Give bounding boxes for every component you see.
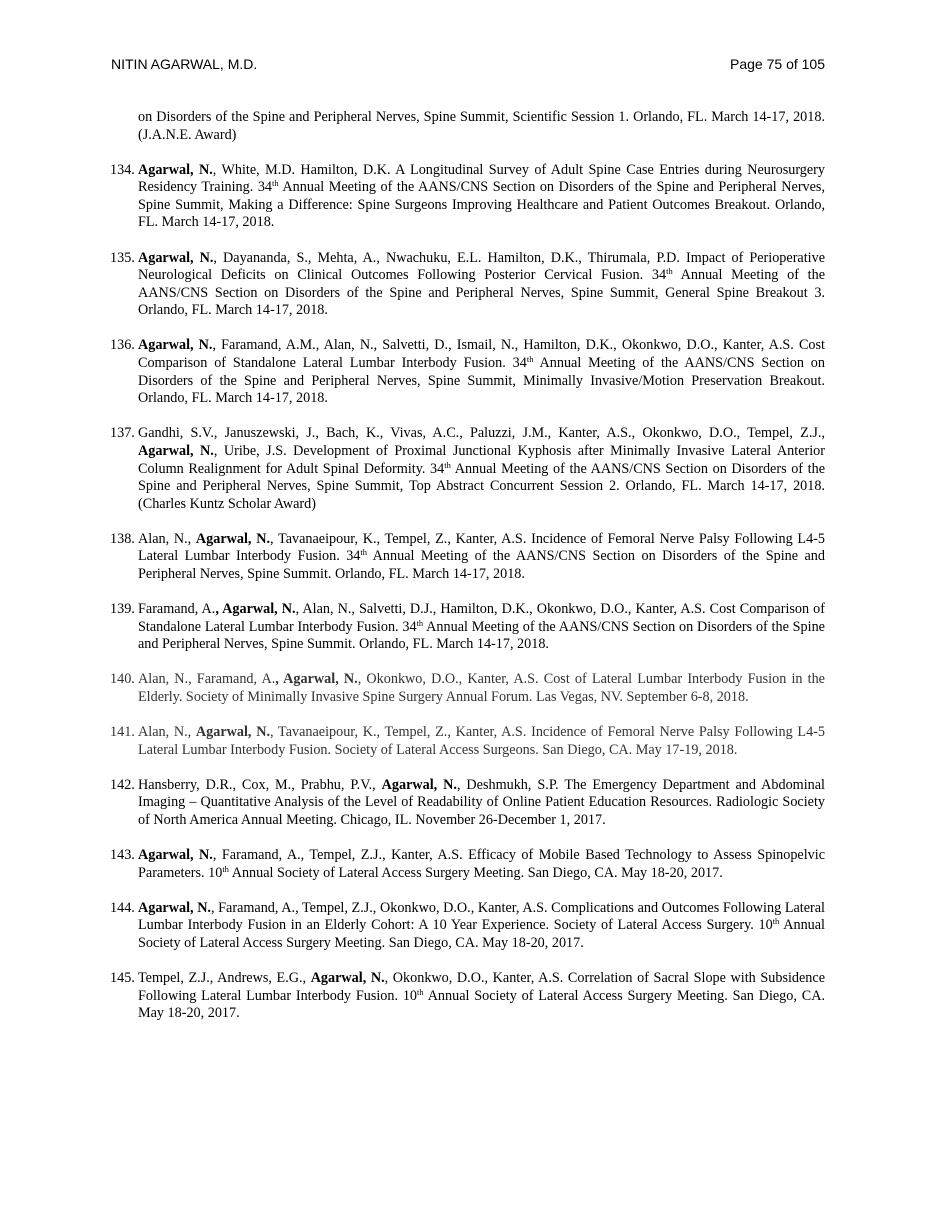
entry-body: , Alan, N., Salvetti, D.J., Hamilton, D.K., Okonkwo, D.O., Kanter, A.S. Cost Comparison of Standalone Lateral Lumbar Interbody Fusion. 34 — [138, 601, 825, 635]
entry-highlighted-author: Agarwal, N. — [195, 530, 270, 547]
entry-superscript: th — [666, 266, 673, 277]
page-number: Page 75 of 105 — [730, 56, 825, 72]
entry-authors-before: Alan, N., Faramand, A. — [138, 671, 276, 688]
entry-number: 144. — [110, 899, 135, 916]
entry-number: 136. — [110, 337, 135, 354]
entry-highlighted-author: Agarwal, N. — [381, 776, 457, 793]
entry-body: , Faramand, A., Tempel, Z.J., Kanter, A.S. Efficacy of Mobile Based Technology to Assess Spinopelvic Parameters. 10 — [138, 847, 825, 881]
entry-highlighted-author: Agarwal, N. — [138, 847, 213, 863]
entry-superscript: th — [360, 547, 368, 558]
entry-superscript: th — [417, 986, 424, 997]
entry-highlighted-author: Agarwal, N. — [195, 724, 270, 741]
entry-body-continued: Annual Meeting of the AANS/CNS Section on Disorders of the Spine and Peripheral Nerves, Spine Summit, General Spine Breakout 3. Orlando, FL. March 14-17, 2018. — [138, 267, 825, 319]
entry-number: 143. — [110, 847, 135, 863]
publication-entry — [110, 724, 825, 759]
entry-body: , Faramand, A.M., Alan, N., Salvetti, D., Ismail, N., Hamilton, D.K., Okonkwo, D.O., Kanter, A.S. Cost Comparison of Standalone Lateral Lumbar Interbody Fusion. 34 — [138, 337, 825, 372]
entry-highlighted-author: Agarwal, N. — [310, 969, 385, 986]
entry-number: 141. — [110, 724, 135, 741]
entry-body-continued: Annual Meeting of the AANS/CNS Section on Disorders of the Spine and Peripheral Nerves, Spine Summit. Orlando, FL. March 14-17, 2018. — [138, 548, 825, 582]
entry-body: , Uribe, J.S. Development of Proximal Junctional Kyphosis after Minimally Invasive Lateral Anterior Column Realignment for Adult Spinal Deformity. 34 — [138, 442, 825, 477]
entry-body-continued: Annual Meeting of the AANS/CNS Section on Disorders of the Spine and Peripheral Nerves, Spine Summit, Minimally Invasive/Motion Preservation Breakout. Orlando, FL. March 14-17, 2018. — [138, 355, 825, 407]
author-name: NITIN AGARWAL, M.D. — [111, 56, 258, 72]
publication-entry — [110, 601, 825, 654]
entry-number: 142. — [110, 776, 135, 793]
entry-body-continued: Annual Meeting of the AANS/CNS Section on Disorders of the Spine and Peripheral Nerves, Spine Summit. Orlando, FL. March 14-17, 2018. — [138, 618, 825, 653]
entry-body: , Faramand, A., Tempel, Z.J., Okonkwo, D.O., Kanter, A.S. Complications and Outcomes Following Lateral Lumbar Interbody Fusion in an Elderly Cohort: A 10 Year Experience. Society of Lateral Access Surgery. 10 — [138, 899, 825, 934]
entries-container — [110, 162, 825, 1023]
entry-superscript: th — [772, 916, 780, 927]
entry-body: , Tavanaeipour, K., Tempel, Z., Kanter, A.S. Incidence of Femoral Nerve Palsy Following L4-5 Lateral Lumbar Interbody Fusion. 34 — [138, 530, 825, 565]
entry-superscript: th — [416, 617, 424, 628]
publication-entry — [110, 671, 825, 706]
entry-highlighted-author: Agarwal, N. — [138, 442, 214, 459]
entry-number: 139. — [110, 601, 135, 618]
entry-body: , White, M.D. Hamilton, D.K. A Longitudinal Survey of Adult Spine Case Entries during Neurosurgery Residency Training. 34 — [138, 161, 825, 196]
entry-number: 138. — [110, 530, 135, 547]
entry-highlighted-author: Agarwal, N. — [138, 249, 214, 266]
entry-body: , Deshmukh, S.P. The Emergency Department and Abdominal Imaging – Quantitative Analysis of the Level of Readability of Online Patient Education Resources. Radiologic Society of North America Annual Meeting. Chicago, IL. November 26-December 1, 2017. — [138, 776, 825, 828]
entry-body-continued: Annual Meeting of the AANS/CNS Section on Disorders of the Spine and Peripheral Nerves, Spine Summit, Making a Difference: Spine Surgeons Improving Healthcare and Patient Outcomes Breakout. Orlando, FL. March 14-17, 2018. — [138, 179, 825, 231]
entry-highlighted-author: Agarwal, N. — [138, 899, 211, 916]
publication-list — [110, 109, 825, 1040]
entry-body-continued: Annual Society of Lateral Access Surgery Meeting. San Diego, CA. May 18-20, 2017. — [228, 864, 723, 881]
publication-entry — [110, 847, 825, 882]
entry-superscript: th — [272, 178, 279, 189]
entry-highlighted-author: , Agarwal, N. — [275, 671, 358, 688]
entry-body-continued: Annual Society of Lateral Access Surgery Meeting. San Diego, CA. May 18-20, 2017. — [138, 987, 825, 1022]
publication-entry — [110, 250, 825, 320]
entry-number: 134. — [110, 161, 135, 178]
entry-authors-before: Faramand, A. — [138, 601, 216, 618]
publication-entry — [110, 337, 825, 407]
entry-body: , Tavanaeipour, K., Tempel, Z., Kanter, A.S. Incidence of Femoral Nerve Palsy Following L4-5 Lateral Lumbar Interbody Fusion. Society of Lateral Access Surgeons. San Diego, CA. May 17-19, 2018. — [138, 724, 825, 758]
publication-entry — [110, 425, 825, 513]
entry-authors-before: Tempel, Z.J., Andrews, E.G., — [138, 969, 311, 986]
page-header — [111, 56, 825, 76]
entry-body-continued: Annual Meeting of the AANS/CNS Section on Disorders of the Spine and Peripheral Nerves, Spine Summit, Top Abstract Concurrent Session 2. Orlando, FL. March 14-17, 2018. (Charles Kuntz Scholar Award) — [138, 460, 825, 512]
publication-entry — [110, 531, 825, 584]
entry-number: 135. — [110, 249, 135, 266]
entry-highlighted-author: , Agarwal, N. — [215, 601, 296, 618]
entry-number: 140. — [110, 671, 135, 688]
entry-authors-before: Hansberry, D.R., Cox, M., Prabhu, P.V., — [138, 776, 382, 793]
publication-entry — [110, 970, 825, 1023]
entry-authors-before: Gandhi, S.V., Januszewski, J., Bach, K., Vivas, A.C., Paluzzi, J.M., Kanter, A.S., Okonkwo, D.O., Tempel, Z.J., — [138, 425, 825, 442]
continued-entry — [110, 109, 825, 144]
publication-entry — [110, 777, 825, 830]
entry-superscript: th — [444, 459, 451, 470]
entry-highlighted-author: Agarwal, N. — [138, 337, 213, 354]
entry-number: 137. — [110, 425, 135, 442]
entry-superscript: th — [526, 354, 534, 365]
entry-superscript: th — [222, 863, 229, 874]
entry-body: , Okonkwo, D.O., Kanter, A.S. Correlation of Sacral Slope with Subsidence Following Lateral Lumbar Interbody Fusion. 10 — [138, 969, 825, 1004]
entry-body-continued: Annual Society of Lateral Access Surgery Meeting. San Diego, CA. May 18-20, 2017. — [138, 917, 825, 951]
publication-entry — [110, 162, 825, 232]
entry-authors-before: Alan, N., — [138, 530, 196, 547]
publication-entry — [110, 900, 825, 953]
entry-highlighted-author: Agarwal, N. — [138, 161, 213, 178]
entry-number: 145. — [110, 969, 135, 986]
entry-authors-before: Alan, N., — [138, 724, 196, 741]
entry-body: , Okonkwo, D.O., Kanter, A.S. Cost of Lateral Lumbar Interbody Fusion in the Elderly. Society of Minimally Invasive Spine Surgery Annual Forum. Las Vegas, NV. September 6-8, 2018. — [138, 671, 825, 705]
continued-entry-text: on Disorders of the Spine and Peripheral Nerves, Spine Summit, Scientific Session 1. Orlando, FL. March 14-17, 2018. (J.A.N.E. Award) — [138, 109, 825, 143]
entry-body: , Dayananda, S., Mehta, A., Nwachuku, E.L. Hamilton, D.K., Thirumala, P.D. Impact of Perioperative Neurological Deficits on Clinical Outcomes Following Posterior Cervical Fusion. 34 — [138, 249, 825, 284]
